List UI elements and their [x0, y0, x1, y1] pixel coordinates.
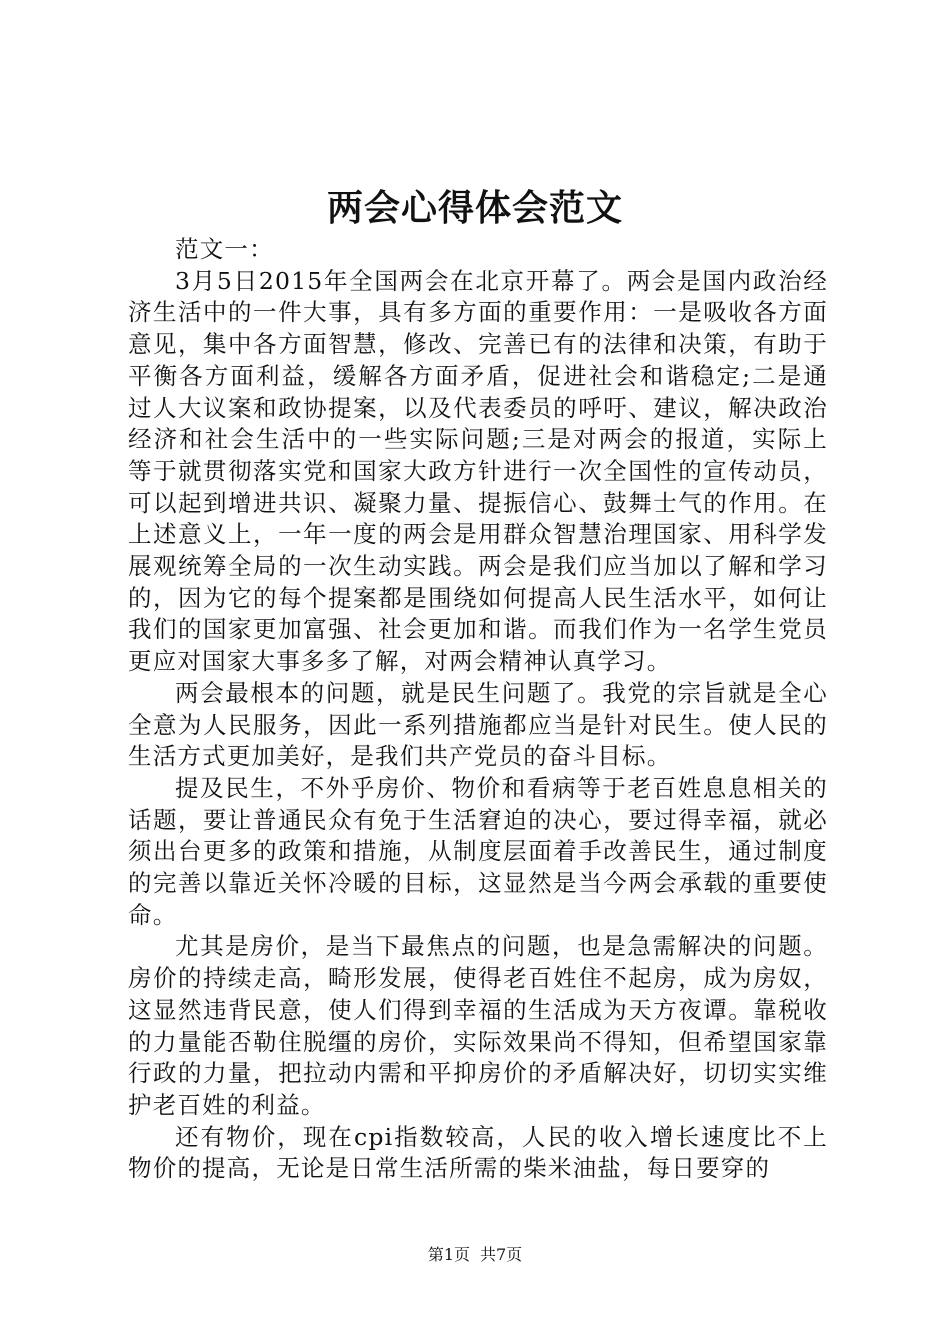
paragraph: 还有物价，现在cpi指数较高，人民的收入增长速度比不上物价的提高，无论是日常生活所需的柴米油盐，每日要穿的: [128, 1122, 828, 1183]
paragraph: 尤其是房价，是当下最焦点的问题，也是急需解决的问题。房价的持续走高，畸形发展，使得老百姓住不起房，成为房奴，这显然违背民意，使人们得到幸福的生活成为天方夜谭。靠税收的力量能否勒住脱缰的房价，实际效果尚不得知，但希望国家靠行政的力量，把拉动内需和平抑房价的矛盾解决好，切切实实维护老百姓的利益。: [128, 932, 828, 1119]
document-title: 两会心得体会范文: [326, 187, 623, 229]
paragraph: 3月5日2015年全国两会在北京开幕了。两会是国内政治经济生活中的一件大事，具有多方面的重要作用：一是吸收各方面意见，集中各方面智慧，修改、完善已有的法律和决策，有助于平衡各方面利益，缓解各方面矛盾，促进社会和谐稳定;二是通过人大议案和政协提案，以及代表委员的呼吁、建议，解决政治经济和社会生活中的一些实际问题;三是对两会的报道，实际上等于就贯彻落实党和国家大政方针进行一次全国性的宣传动员，可以起到增进共识、凝聚力量、提振信心、鼓舞士气的作用。在上述意义上，一年一度的两会是用群众智慧治理国家、用科学发展观统筹全局的一次生动实践。两会是我们应当加以了解和学习的，因为它的每个提案都是围绕如何提高人民生活水平，如何让我们的国家更加富强、社会更加和谐。而我们作为一名学生党员更应对国家大事多多了解，对两会精神认真学习。: [128, 266, 828, 676]
page-number-total: 共7页: [480, 1245, 523, 1264]
page-footer: [0, 1245, 950, 1265]
paragraph: 范文一：: [175, 235, 274, 263]
paragraph: 提及民生，不外乎房价、物价和看病等于老百姓息息相关的话题，要让普通民众有免于生活窘迫的决心，要过得幸福，就必须出台更多的政策和措施，从制度层面着手改善民生，通过制度的完善以靠近关怀冷暖的目标，这显然是当今两会承载的重要使命。: [128, 773, 828, 929]
document-body: [128, 234, 828, 1185]
paragraph: 两会最根本的问题，就是民生问题了。我党的宗旨就是全心全意为人民服务，因此一系列措施都应当是针对民生。使人民的生活方式更加美好，是我们共产党员的奋斗目标。: [128, 678, 828, 771]
page-number-current: 第1页: [427, 1245, 470, 1264]
